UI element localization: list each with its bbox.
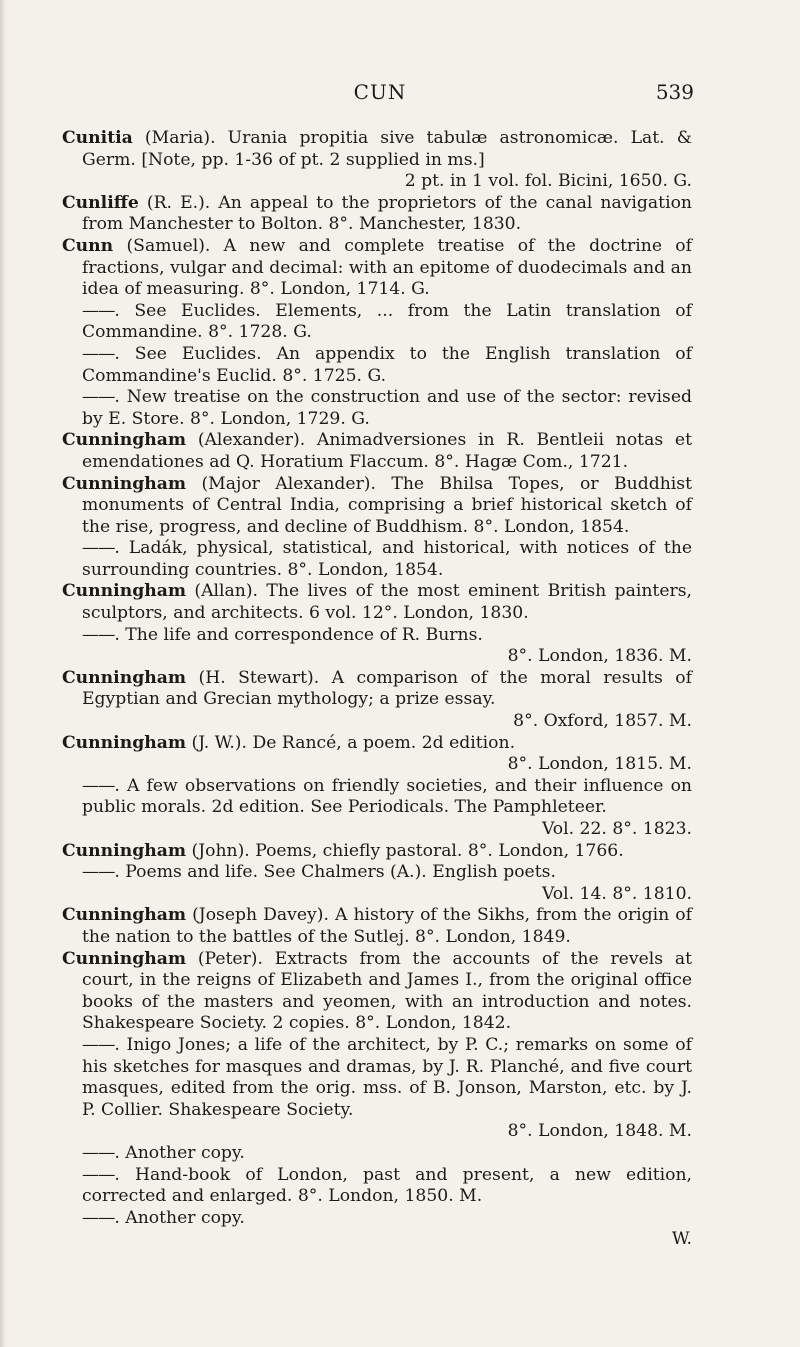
catalogue-subentry xyxy=(62,538,692,581)
entry-heading: Cunningham xyxy=(62,581,187,602)
catalogue-entries xyxy=(62,128,692,1251)
entry-text: (Maria). Urania propitia sive tabulæ astronomicæ. Lat. & Germ. [Note, pp. 1-36 of pt. 2 supplied in ms.] xyxy=(82,128,692,170)
entry-imprint: 8°. London, 1815. M. xyxy=(507,754,692,775)
catalogue-entry xyxy=(62,236,692,301)
ditto-dash: —— xyxy=(82,387,115,408)
catalogue-entry xyxy=(62,668,692,733)
ditto-dash: —— xyxy=(82,1164,115,1185)
entry-text: . Another copy. xyxy=(114,1207,245,1228)
catalogue-subentry xyxy=(62,1208,692,1251)
catalogue-entry xyxy=(62,430,692,473)
entry-imprint: Vol. 22. 8°. 1823. xyxy=(541,819,692,839)
entry-imprint: 2 pt. in 1 vol. fol. Bicini, 1650. G. xyxy=(404,171,692,192)
entry-text: (John). Poems, chiefly pastoral. 8°. London, 1766. xyxy=(191,840,624,861)
catalogue-subentry xyxy=(62,1143,692,1165)
entry-text: . A few observations on friendly societies, and their influence on public morals. 2d edition. See Periodicals. The Pamphleteer. xyxy=(82,775,692,818)
entry-imprint: Vol. 14. 8°. 1810. xyxy=(541,883,692,904)
entry-text: (J. W.). De Rancé, a poem. 2d edition. xyxy=(191,732,516,753)
running-title: CUN xyxy=(353,80,407,104)
catalogue-subentry xyxy=(62,1165,692,1208)
entry-heading: Cunn xyxy=(62,235,114,256)
catalogue-subentry xyxy=(62,387,692,430)
entry-heading: Cunningham xyxy=(62,840,187,861)
entry-heading: Cunningham xyxy=(62,430,187,451)
ditto-dash: —— xyxy=(82,538,115,559)
entry-imprint: W. xyxy=(671,1229,692,1250)
entry-imprint: 8°. London, 1836. M. xyxy=(507,646,692,667)
entry-text: (Major Alexander). The Bhilsa Topes, or Buddhist monuments of Central India, comprising a brief historical sketch of the rise, progress, and decline of Buddhism. 8°. London, 1854. xyxy=(82,473,692,537)
entry-heading: Cunliffe xyxy=(62,192,139,213)
catalogue-entry xyxy=(62,128,692,193)
catalogue-subentry xyxy=(62,301,692,344)
entry-text: (Allan). The lives of the most eminent British painters, sculptors, and architects. 6 vol. 12°. London, 1830. xyxy=(82,581,692,624)
entry-text: . New treatise on the construction and use of the sector: revised by E. Store. 8°. London, 1729. G. xyxy=(82,387,692,429)
catalogue-entry xyxy=(62,733,692,776)
ditto-dash: —— xyxy=(82,300,115,321)
catalogue-entry xyxy=(62,949,692,1035)
catalogue-subentry xyxy=(62,862,692,905)
ditto-dash: —— xyxy=(82,1207,115,1228)
entry-text: . See Euclides. An appendix to the English translation of Commandine's Euclid. 8°. 1725. G. xyxy=(82,343,692,386)
entry-heading: Cunningham xyxy=(62,667,187,688)
entry-heading: Cunningham xyxy=(62,473,187,494)
page-number: 539 xyxy=(655,80,694,104)
entry-text: . Another copy. xyxy=(114,1142,245,1163)
running-head xyxy=(0,80,800,110)
entry-heading: Cunningham xyxy=(62,905,187,926)
entry-text: . Ladák, physical, statistical, and historical, with notices of the surrounding countries. 8°. London, 1854. xyxy=(82,538,692,580)
entry-text: (Joseph Davey). A history of the Sikhs, from the origin of the nation to the battles of the Sutlej. 8°. London, 1849. xyxy=(82,905,693,947)
entry-text: (R. E.). An appeal to the proprietors of the canal navigation from Manchester to Bolton. 8°. Manchester, 1830. xyxy=(82,192,692,235)
entry-heading: Cunningham xyxy=(62,732,187,753)
entry-text: . Poems and life. See Chalmers (A.). English poets. xyxy=(114,862,556,883)
page-edge-shadow xyxy=(0,0,6,1347)
catalogue-entry xyxy=(62,581,692,624)
catalogue-entry xyxy=(62,905,692,948)
ditto-dash: —— xyxy=(82,862,115,883)
ditto-dash: —— xyxy=(82,343,115,364)
entry-text: . See Euclides. Elements, ... from the Latin translation of Commandine. 8°. 1728. G. xyxy=(82,300,692,343)
entry-text: (Peter). Extracts from the accounts of the revels at court, in the reigns of Elizabeth and James I., from the original office books of the masters and yeomen, with an introduction and notes. Shakespeare Society. 2 copies. 8°. London, 1842. xyxy=(82,948,693,1034)
entry-text: (H. Stewart). A comparison of the moral results of Egyptian and Grecian mythology; a prize essay. xyxy=(82,667,692,710)
entry-imprint: 8°. Oxford, 1857. M. xyxy=(513,711,692,732)
catalogue-entry xyxy=(62,841,692,863)
ditto-dash: —— xyxy=(82,624,115,645)
entry-text: (Samuel). A new and complete treatise of the doctrine of fractions, vulgar and decimal: with an epitome of duodecimals and an idea of measuring. 8°. London, 1714. G. xyxy=(82,235,692,300)
catalogue-entry xyxy=(62,474,692,539)
catalogue-subentry xyxy=(62,776,692,841)
ditto-dash: —— xyxy=(82,1142,115,1163)
entry-heading: Cunningham xyxy=(62,948,187,969)
entry-heading: Cunitia xyxy=(62,128,133,148)
entry-imprint: 8°. London, 1848. M. xyxy=(507,1121,692,1142)
ditto-dash: —— xyxy=(82,1034,115,1055)
catalogue-subentry xyxy=(62,625,692,668)
catalogue-subentry xyxy=(62,344,692,387)
ditto-dash: —— xyxy=(82,775,115,796)
entry-text: . Inigo Jones; a life of the architect, by P. C.; remarks on some of his sketches for masques and dramas, by J. R. Planché, and five court masques, edited from the orig. mss. of B. Jonson, Marston, etc. by J. P. Collier. Shakespeare Society. xyxy=(82,1034,692,1120)
catalogue-subentry xyxy=(62,1035,692,1143)
entry-text: . Hand-book of London, past and present, a new edition, corrected and enlarged. 8°. London, 1850. M. xyxy=(82,1164,692,1207)
catalogue-entry xyxy=(62,193,692,236)
entry-text: . The life and correspondence of R. Burns. xyxy=(114,624,483,645)
entry-text: (Alexander). Animadversiones in R. Bentleii notas et emendationes ad Q. Horatium Flaccum. 8°. Hagæ Com., 1721. xyxy=(82,430,693,472)
